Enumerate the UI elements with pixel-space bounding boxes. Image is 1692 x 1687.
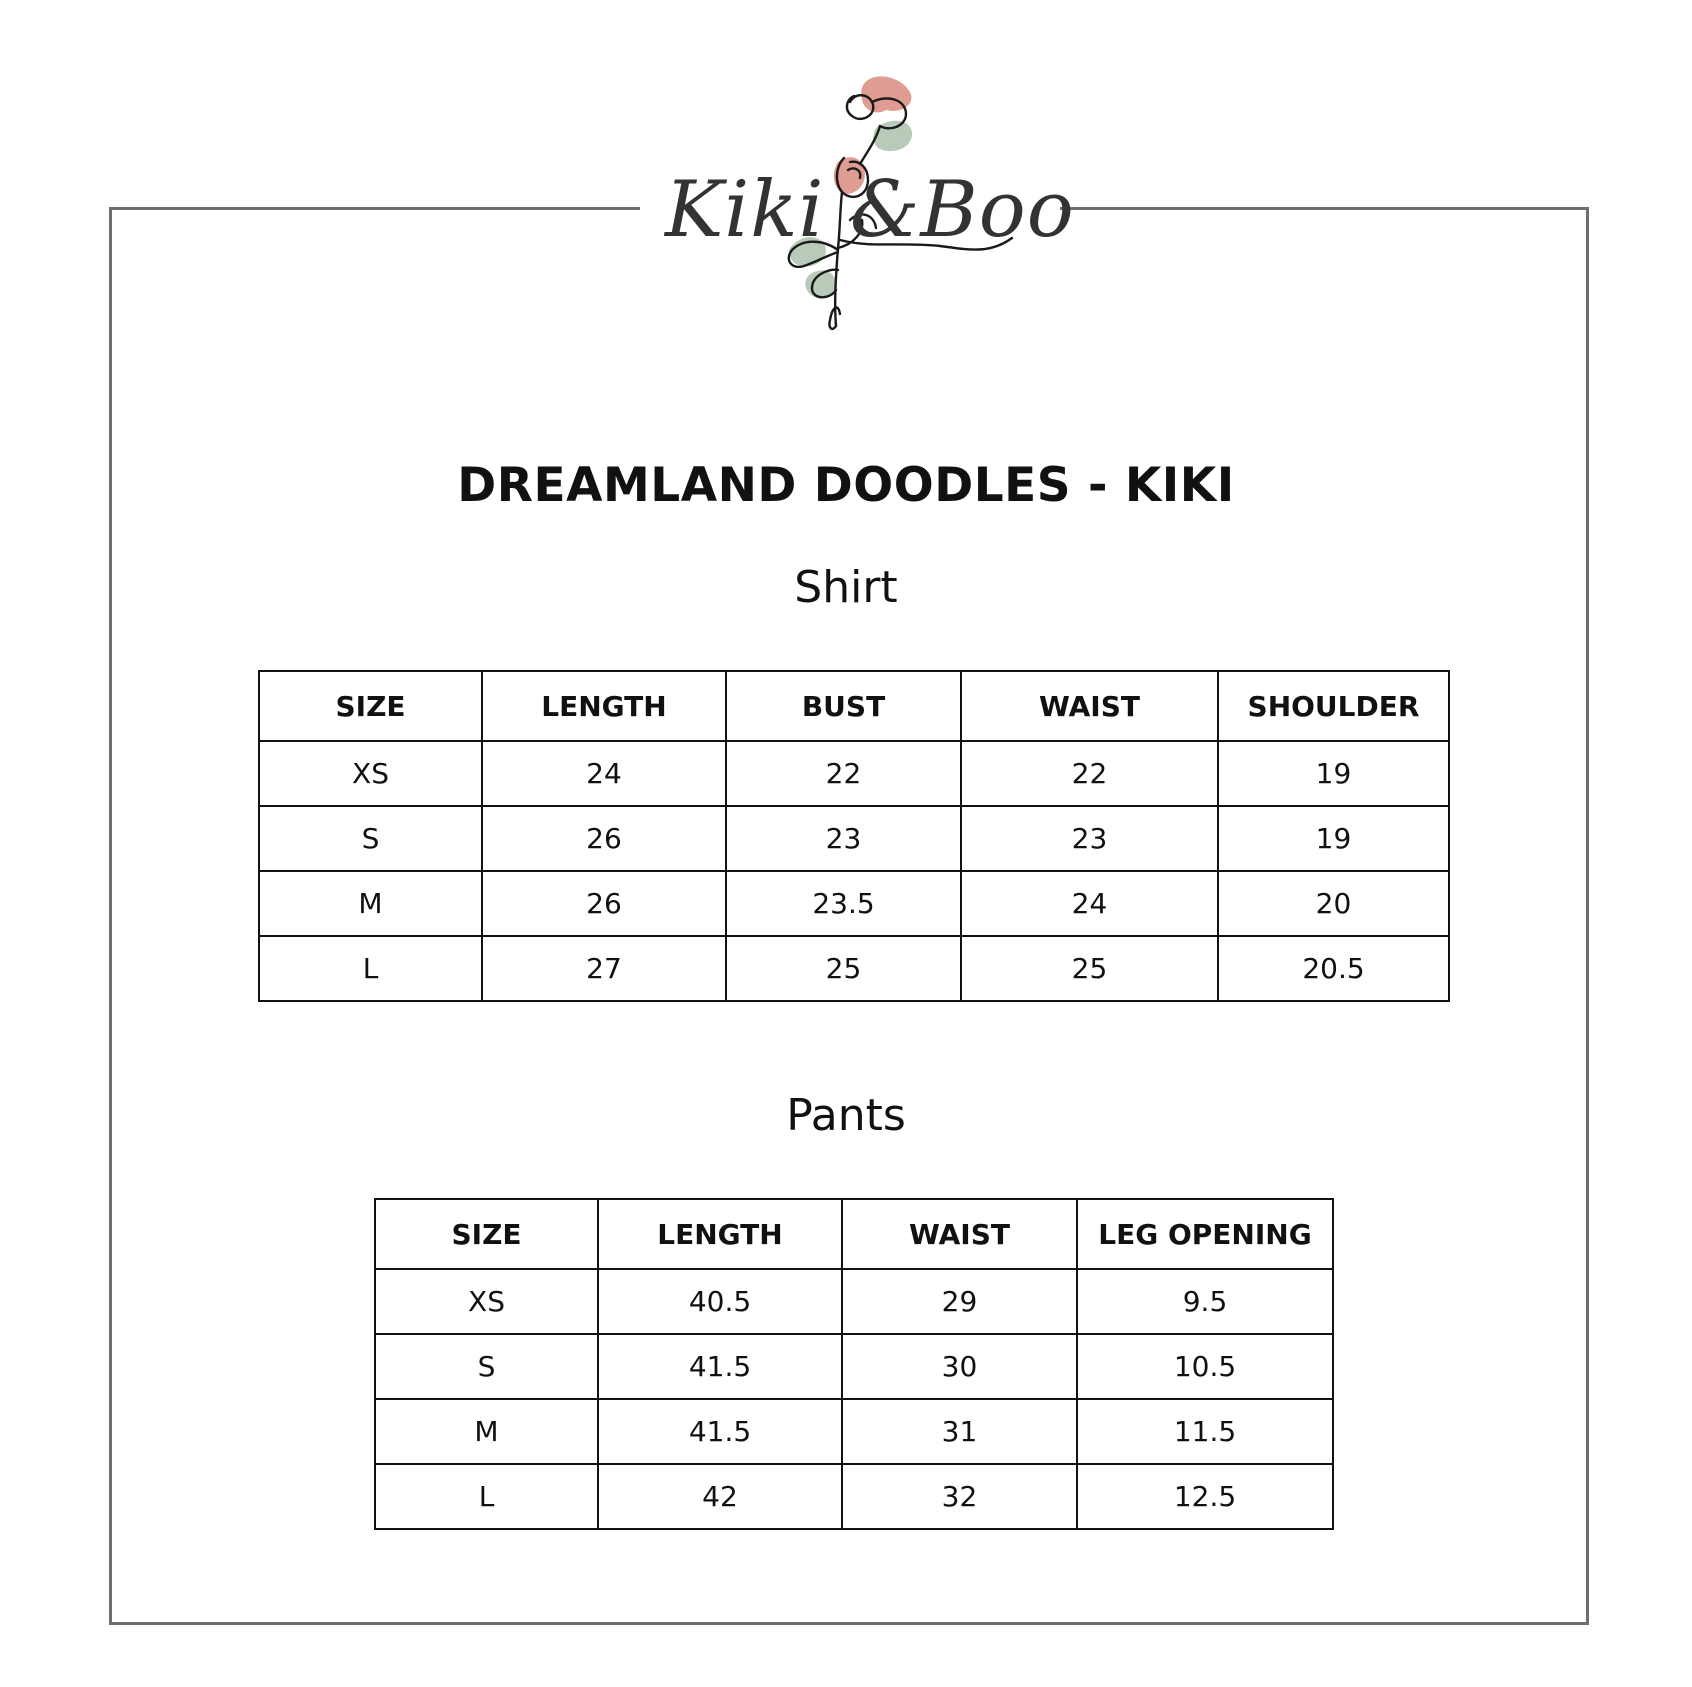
table-cell: 25 (726, 936, 961, 1001)
table-cell: 30 (842, 1334, 1077, 1399)
table-cell: 24 (961, 871, 1218, 936)
table-cell: 42 (598, 1464, 842, 1529)
table-cell: M (259, 871, 482, 936)
page-title: DREAMLAND DOODLES - KIKI (457, 458, 1235, 513)
table-row (375, 1269, 1333, 1334)
table-cell: 11.5 (1077, 1399, 1333, 1464)
table-cell: 9.5 (1077, 1269, 1333, 1334)
table-cell: 24 (482, 741, 726, 806)
column-header: LENGTH (598, 1199, 842, 1269)
table-row (259, 806, 1449, 871)
table-cell: 29 (842, 1269, 1077, 1334)
column-header: SIZE (259, 671, 482, 741)
table-cell: 23 (726, 806, 961, 871)
table-cell: 27 (482, 936, 726, 1001)
table-cell: 40.5 (598, 1269, 842, 1334)
pants-size-table (374, 1198, 1334, 1530)
column-header: BUST (726, 671, 961, 741)
table-cell: 41.5 (598, 1334, 842, 1399)
table-cell: 20.5 (1218, 936, 1449, 1001)
table-row (375, 1334, 1333, 1399)
table-header-row (259, 671, 1449, 741)
table-cell: L (259, 936, 482, 1001)
column-header: LEG OPENING (1077, 1199, 1333, 1269)
table-cell: XS (259, 741, 482, 806)
table-cell: 23.5 (726, 871, 961, 936)
column-header: SHOULDER (1218, 671, 1449, 741)
pants-heading: Pants (786, 1090, 906, 1141)
shirt-heading: Shirt (794, 562, 898, 613)
table-cell: L (375, 1464, 598, 1529)
table-cell: 22 (726, 741, 961, 806)
table-cell: 20 (1218, 871, 1449, 936)
table-row (259, 936, 1449, 1001)
column-header: SIZE (375, 1199, 598, 1269)
table-cell: 31 (842, 1399, 1077, 1464)
table-cell: 26 (482, 871, 726, 936)
table-cell: XS (375, 1269, 598, 1334)
column-header: WAIST (842, 1199, 1077, 1269)
table-cell: S (259, 806, 482, 871)
table-cell: 25 (961, 936, 1218, 1001)
table-cell: 23 (961, 806, 1218, 871)
table-cell: S (375, 1334, 598, 1399)
table-header-row (375, 1199, 1333, 1269)
brand-name-right: &Boo (850, 165, 1075, 255)
table-row (259, 741, 1449, 806)
table-cell: 19 (1218, 806, 1449, 871)
table-cell: 10.5 (1077, 1334, 1333, 1399)
table-row (259, 871, 1449, 936)
column-header: LENGTH (482, 671, 726, 741)
table-cell: 26 (482, 806, 726, 871)
column-header: WAIST (961, 671, 1218, 741)
table-row (375, 1399, 1333, 1464)
brand-name-left: Kiki (665, 165, 825, 255)
table-cell: 12.5 (1077, 1464, 1333, 1529)
table-cell: 22 (961, 741, 1218, 806)
table-row (375, 1464, 1333, 1529)
table-cell: M (375, 1399, 598, 1464)
table-cell: 41.5 (598, 1399, 842, 1464)
table-cell: 32 (842, 1464, 1077, 1529)
table-cell: 19 (1218, 741, 1449, 806)
shirt-size-table (258, 670, 1450, 1002)
